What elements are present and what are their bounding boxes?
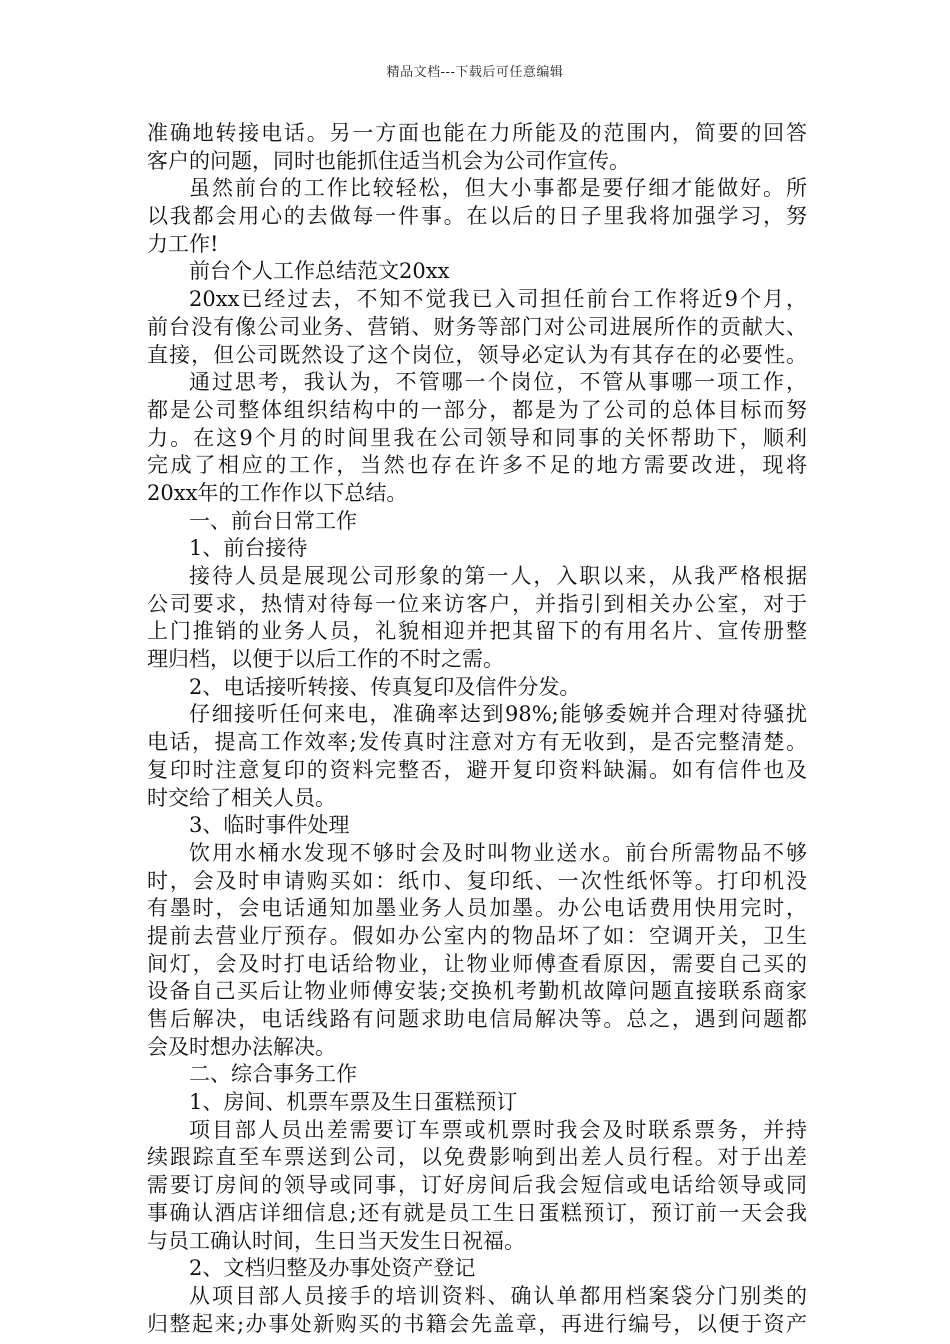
text-line: 3、临时事件处理 bbox=[189, 813, 350, 838]
text-line: 完成了相应的工作，当然也存在许多不足的地方需要改进，现将 bbox=[147, 453, 807, 478]
text-line: 电话，提高工作效率;发传真时注意对方有无收到，是否完整清楚。 bbox=[147, 730, 807, 755]
text-line: 以我都会用心的去做每一件事。在以后的日子里我将加强学习，努 bbox=[147, 204, 807, 229]
text-line: 力。在这9个月的时间里我在公司领导和同事的关怀帮助下，顺利 bbox=[147, 425, 807, 450]
text-line: 从项目部人员接手的培训资料、确认单都用档案袋分门别类的 bbox=[189, 1283, 807, 1308]
text-line: 2、电话接听转接、传真复印及信件分发。 bbox=[189, 674, 581, 699]
text-line: 都是公司整体组织结构中的一部分，都是为了公司的总体目标而努 bbox=[147, 397, 807, 422]
text-line: 间灯，会及时打电话给物业，让物业师傅查看原因，需要自己买的 bbox=[147, 951, 807, 976]
text-line: 时交给了相关人员。 bbox=[147, 785, 336, 810]
text-line: 理归档，以便于以后工作的不时之需。 bbox=[147, 647, 504, 672]
document-body bbox=[147, 120, 807, 1338]
text-line: 20xx已经过去，不知不觉我已入司担任前台工作将近9个月， bbox=[189, 287, 807, 312]
text-line: 公司要求，热情对待每一位来访客户，并指引到相关办公室，对于 bbox=[147, 591, 807, 616]
text-line: 饮用水桶水发现不够时会及时叫物业送水。前台所需物品不够 bbox=[189, 840, 807, 865]
text-line: 1、前台接待 bbox=[189, 536, 308, 561]
text-line: 与员工确认时间，生日当天发生日祝福。 bbox=[147, 1228, 525, 1253]
text-line: 2、文档归整及办事处资产登记 bbox=[189, 1256, 476, 1281]
text-line: 上门推销的业务人员，礼貌相迎并把其留下的有用名片、宣传册整 bbox=[147, 619, 807, 644]
text-line: 设备自己买后让物业师傅安装;交换机考勤机故障问题直接联系商家 bbox=[147, 979, 807, 1004]
text-line: 续跟踪直至车票送到公司，以免费影响到出差人员行程。对于出差 bbox=[147, 1145, 807, 1170]
text-line: 会及时想办法解决。 bbox=[147, 1034, 336, 1059]
text-line: 前台没有像公司业务、营销、财务等部门对公司进展所作的贡献大、 bbox=[147, 314, 807, 339]
text-line: 售后解决，电话线路有问题求助电信局解决等。总之，遇到问题都 bbox=[147, 1007, 807, 1031]
text-line: 复印时注意复印的资料完整否，避开复印资料缺漏。如有信件也及 bbox=[147, 757, 807, 782]
text-line: 时，会及时申请购买如：纸巾、复印纸、一次性纸怀等。打印机没 bbox=[147, 868, 807, 893]
text-line: 提前去营业厅预存。假如办公室内的物品坏了如：空调开关，卫生 bbox=[147, 923, 807, 948]
text-line: 有墨时，会电话通知加墨业务人员加墨。办公电话费用快用完时， bbox=[147, 896, 807, 921]
page-header: 精品文档---下载后可任意编辑 bbox=[386, 65, 564, 80]
text-line: 20xx年的工作作以下总结。 bbox=[147, 480, 408, 505]
text-line: 通过思考，我认为，不管哪一个岗位，不管从事哪一项工作， bbox=[189, 370, 807, 395]
text-line: 一、前台日常工作 bbox=[189, 508, 357, 533]
text-line: 1、房间、机票车票及生日蛋糕预订 bbox=[189, 1090, 518, 1115]
text-line: 客户的问题，同时也能抓住适当机会为公司作宣传。 bbox=[147, 148, 630, 173]
text-line: 前台个人工作总结范文20xx bbox=[189, 259, 450, 284]
text-line: 仔细接听任何来电，准确率达到98%;能够委婉并合理对待骚扰 bbox=[189, 702, 807, 727]
text-line: 虽然前台的工作比较轻松，但大小事都是要仔细才能做好。所 bbox=[189, 176, 807, 201]
text-line: 需要订房间的领导或同事，订好房间后我会短信或电话给领导或同 bbox=[147, 1173, 807, 1198]
text-line: 接待人员是展现公司形象的第一人，入职以来，从我严格根据 bbox=[189, 564, 807, 588]
text-line: 直接，但公司既然设了这个岗位，领导必定认为有其存在的必要性。 bbox=[147, 342, 807, 367]
text-line: 事确认酒店详细信息;还有就是员工生日蛋糕预订，预订前一天会我 bbox=[147, 1200, 807, 1225]
text-line: 二、综合事务工作 bbox=[189, 1062, 357, 1087]
text-line: 项目部人员出差需要订车票或机票时我会及时联系票务，并持 bbox=[189, 1117, 807, 1142]
text-line: 归整起来;办事处新购买的书籍会先盖章，再进行编号，以便于资产 bbox=[147, 1311, 807, 1336]
text-line: 准确地转接电话。另一方面也能在力所能及的范围内，简要的回答 bbox=[147, 121, 807, 145]
text-line: 力工作! bbox=[147, 231, 219, 256]
